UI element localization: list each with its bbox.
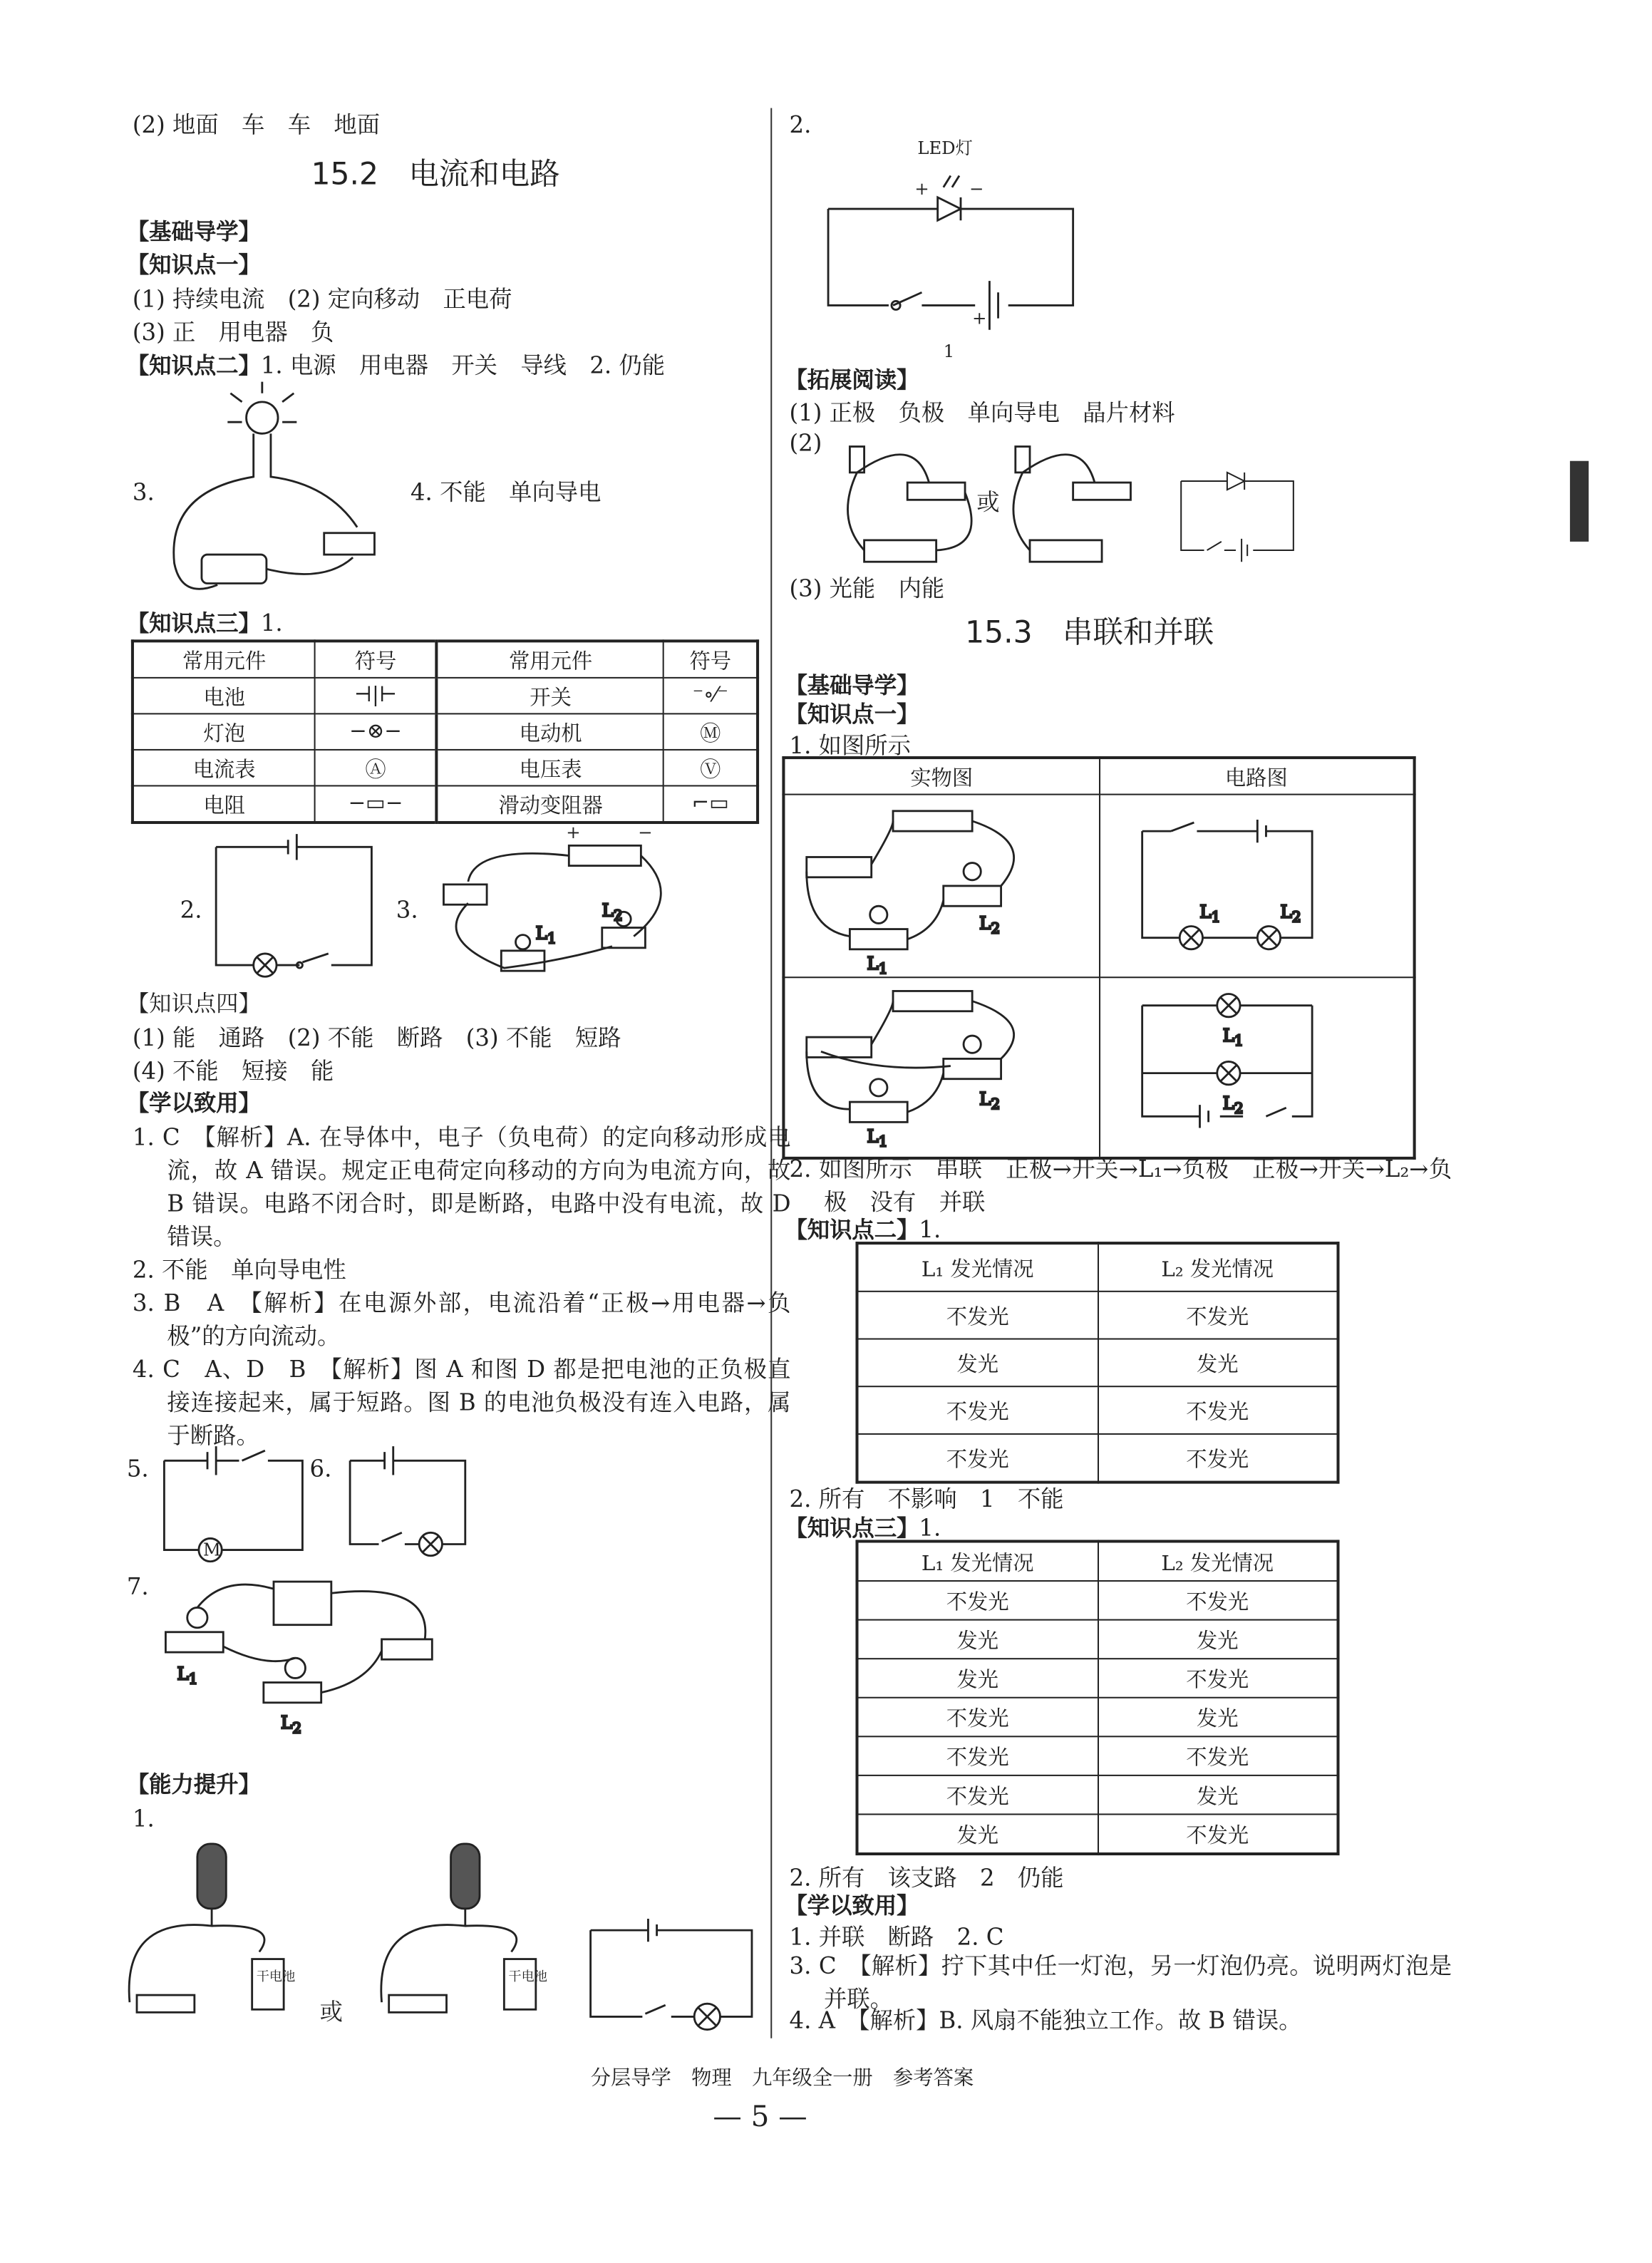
cell: 电流表 bbox=[133, 750, 315, 786]
l1-label: $L_1$ bbox=[1222, 1025, 1244, 1050]
cell: 不发光 bbox=[857, 1386, 1098, 1434]
minus-label: − bbox=[969, 177, 984, 199]
table-row bbox=[857, 1736, 1338, 1775]
cell: 电阻 bbox=[133, 785, 315, 823]
voltmeter-symbol-icon: Ⓥ bbox=[664, 750, 758, 786]
answer-line: (4) 不能 短接 能 bbox=[132, 1057, 334, 1085]
heading: 【知识点三】 bbox=[785, 1515, 919, 1542]
cell: 不发光 bbox=[1098, 1814, 1338, 1854]
parallel-physical-circuit-illustration bbox=[165, 1567, 453, 1737]
table-row bbox=[857, 1659, 1338, 1698]
series-physical-circuit-illustration bbox=[432, 824, 669, 989]
answer-line: (3) 光能 内能 bbox=[789, 574, 945, 602]
l1-label: $L_1$ bbox=[535, 922, 557, 947]
led-physical-illustrations bbox=[828, 432, 1116, 569]
l2-label: $L_2$ bbox=[1222, 1093, 1244, 1118]
answer-text: 1. bbox=[260, 609, 283, 637]
header-cell: 常用元件 bbox=[133, 641, 315, 678]
cell: 发光 bbox=[1098, 1698, 1338, 1737]
ammeter-symbol-icon: Ⓐ bbox=[315, 750, 436, 786]
cell: 开关 bbox=[437, 678, 664, 714]
question-number: 2. bbox=[789, 110, 812, 139]
symbol-table bbox=[131, 639, 759, 824]
answer-line: 2. 不能 单向导电性 bbox=[132, 1256, 346, 1284]
l1-label: $L_1$ bbox=[867, 1125, 888, 1150]
question-number: 2. bbox=[180, 896, 202, 924]
heading: 【知识点一】 bbox=[785, 701, 919, 728]
resistor-symbol-icon: −▭− bbox=[315, 785, 436, 823]
answer-line: (3) 正 用电器 负 bbox=[132, 318, 334, 346]
header-cell: L₁ 发光情况 bbox=[857, 1541, 1098, 1581]
bulb-circuit-illustration bbox=[158, 382, 403, 598]
question-number: 3. bbox=[396, 896, 418, 924]
motor-symbol-icon: Ⓜ bbox=[664, 713, 758, 750]
circuit-diagrams bbox=[1142, 828, 1316, 1116]
bulb-circuit-diagram bbox=[350, 1458, 468, 1558]
table-row bbox=[133, 785, 758, 823]
question-number: 6. bbox=[309, 1455, 332, 1483]
side-tab bbox=[1570, 461, 1589, 542]
table-row bbox=[857, 1814, 1338, 1854]
battery-label: 干电池 bbox=[508, 1969, 547, 1984]
question-number: 5. bbox=[126, 1455, 149, 1483]
table-row bbox=[857, 1775, 1338, 1815]
answer-paragraph: 4. C A、D B 【解析】图 A 和图 D 都是把电池的正负极直接连接起来，属于短路。图 B 的电池负极没有连入电路，属于断路。 bbox=[132, 1355, 791, 1450]
cell: 不发光 bbox=[857, 1698, 1098, 1737]
page-number: — 5 — bbox=[713, 2098, 807, 2134]
circuit-diagram bbox=[216, 840, 374, 969]
minus-label: − bbox=[638, 822, 653, 843]
cell: 不发光 bbox=[1098, 1581, 1338, 1620]
cell: 发光 bbox=[1098, 1620, 1338, 1659]
section-title: 15.3 串联和并联 bbox=[965, 614, 1214, 650]
table-row bbox=[857, 1339, 1338, 1387]
l2-label: $L_2$ bbox=[1280, 901, 1301, 926]
heading: 【知识点二】 bbox=[126, 353, 261, 379]
table-row bbox=[857, 1386, 1338, 1434]
heading: 【能力提升】 bbox=[126, 1771, 261, 1798]
header-cell: 符号 bbox=[664, 641, 758, 678]
table-row bbox=[857, 1698, 1338, 1737]
answer-line: (2) 地面 车 车 地面 bbox=[132, 110, 381, 139]
answer-paragraph: 2. 如图所示 串联 正极→开关→L₁→负极 正极→开关→L₂→负极 没有 并联 bbox=[789, 1155, 1452, 1216]
answer-line: 4. A 【解析】B. 风扇不能独立工作。故 B 错误。 bbox=[789, 2006, 1302, 2034]
answer-text: 1. bbox=[919, 1514, 941, 1542]
figure-label: 1 bbox=[943, 341, 955, 362]
table-header bbox=[133, 641, 758, 678]
answer-paragraph: 3. B A 【解析】在电源外部，电流沿着“正极→用电器→负极”的方向流动。 bbox=[132, 1289, 791, 1350]
cell: 不发光 bbox=[1098, 1386, 1338, 1434]
answer-line: 1. 并联 断路 2. C bbox=[789, 1923, 1004, 1951]
lamp-circuit-diagram bbox=[591, 1927, 756, 2043]
l1-label: $L_1$ bbox=[177, 1663, 198, 1688]
answer-line: (1) 持续电流 (2) 定向移动 正电荷 bbox=[132, 285, 512, 313]
table-row bbox=[857, 1581, 1338, 1620]
rheostat-symbol-icon: ⌐▭ bbox=[664, 785, 758, 823]
heading: 【拓展阅读】 bbox=[785, 367, 919, 393]
table-header bbox=[783, 758, 1414, 795]
table-row bbox=[857, 1620, 1338, 1659]
answer-line: (1) 能 通路 (2) 不能 断路 (3) 不能 短路 bbox=[132, 1024, 621, 1052]
heading: 【学以致用】 bbox=[785, 1892, 919, 1919]
answer-text: 1. bbox=[919, 1215, 941, 1244]
l2-label: $L_2$ bbox=[979, 912, 1001, 937]
answer-text: 1. 电源 用电器 开关 导线 2. 仍能 bbox=[260, 351, 666, 379]
cell: 不发光 bbox=[857, 1581, 1098, 1620]
glow-table-2 bbox=[855, 1540, 1339, 1855]
heading: 【基础导学】 bbox=[785, 672, 919, 699]
cell: 不发光 bbox=[857, 1775, 1098, 1815]
l1-label: $L_1$ bbox=[867, 953, 888, 978]
glow-table-1 bbox=[855, 1242, 1339, 1484]
cell: 发光 bbox=[857, 1659, 1098, 1698]
header-cell: 实物图 bbox=[783, 758, 1099, 795]
table-row bbox=[857, 1434, 1338, 1483]
cell: 不发光 bbox=[1098, 1736, 1338, 1775]
answer-paragraph: 1. C 【解析】A. 在导体中，电子（负电荷）的定向移动形成电流，故 A 错误。规定正电荷定向移动的方向为电流方向，故 B 错误。电路不闭合时，即是断路，电路中没有电流，故 D 错误。 bbox=[132, 1123, 791, 1251]
answer-line bbox=[127, 349, 665, 383]
header-cell: L₂ 发光情况 bbox=[1098, 1243, 1338, 1292]
table-header bbox=[857, 1243, 1338, 1292]
table-row bbox=[133, 750, 758, 786]
section-title: 15.2 电流和电路 bbox=[311, 157, 560, 192]
cell: 灯泡 bbox=[133, 713, 315, 750]
answer-paragraph: 3. C 【解析】拧下其中任一灯泡，另一灯泡仍亮。说明两灯泡是并联。 bbox=[789, 1952, 1452, 2013]
heading: 【知识点四】 bbox=[126, 991, 261, 1017]
switch-symbol-icon: ⁻∘⁄⁻ bbox=[664, 678, 758, 714]
cell: 发光 bbox=[857, 1814, 1098, 1854]
answer-line: 1. 如图所示 bbox=[789, 731, 911, 760]
cell: 发光 bbox=[857, 1339, 1098, 1387]
answer-line: 2. 所有 该支路 2 仍能 bbox=[789, 1864, 1064, 1892]
l1-label: $L_1$ bbox=[1199, 901, 1221, 926]
cell: 滑动变阻器 bbox=[437, 785, 664, 823]
battery-symbol-icon: ⊣|⊢ bbox=[315, 678, 436, 714]
cell: 不发光 bbox=[1098, 1659, 1338, 1698]
l2-label: $L_2$ bbox=[602, 899, 623, 924]
heading: 【基础导学】 bbox=[126, 219, 261, 245]
answer-line: 2. 所有 不影响 1 不能 bbox=[789, 1485, 1064, 1513]
led-label: LED灯 bbox=[917, 138, 973, 159]
cell: 电池 bbox=[133, 678, 315, 714]
cell: 发光 bbox=[857, 1620, 1098, 1659]
cell: 不发光 bbox=[857, 1292, 1098, 1339]
plus-label: + bbox=[914, 177, 929, 199]
question-number: 7. bbox=[126, 1572, 149, 1601]
or-label: 或 bbox=[976, 488, 1000, 516]
answer-line: 4. 不能 单向导电 bbox=[410, 478, 602, 506]
header-cell: L₁ 发光情况 bbox=[857, 1243, 1098, 1292]
physical-circuit-illustrations bbox=[793, 800, 1038, 1160]
heading: 【知识点一】 bbox=[126, 252, 261, 279]
cell: 不发光 bbox=[1098, 1434, 1338, 1483]
header-cell: 常用元件 bbox=[437, 641, 664, 678]
header-cell: L₂ 发光情况 bbox=[1098, 1541, 1338, 1581]
motor-label: M bbox=[202, 1539, 221, 1560]
plus-label: + bbox=[972, 307, 987, 329]
led-circuit-diagram bbox=[828, 137, 1080, 367]
cell: 不发光 bbox=[1098, 1292, 1338, 1339]
header-cell: 电路图 bbox=[1099, 758, 1415, 795]
cell: 不发光 bbox=[857, 1736, 1098, 1775]
answer-line bbox=[127, 607, 283, 641]
bulb-symbol-icon: −⊗− bbox=[315, 713, 436, 750]
motor-circuit-diagram bbox=[164, 1458, 308, 1558]
table-row bbox=[857, 1292, 1338, 1339]
led-circuit-small-diagram bbox=[1181, 464, 1296, 553]
heading: 【知识点二】 bbox=[785, 1217, 919, 1244]
table-header bbox=[857, 1541, 1338, 1581]
cell: 发光 bbox=[1098, 1339, 1338, 1387]
answer-line: (1) 正极 负极 单向导电 晶片材料 bbox=[789, 398, 1175, 427]
footer-text: 分层导学 物理 九年级全一册 参考答案 bbox=[590, 2067, 974, 2091]
table-row bbox=[133, 678, 758, 714]
battery-label: 干电池 bbox=[256, 1969, 296, 1984]
header-cell: 符号 bbox=[315, 641, 436, 678]
heading: 【学以致用】 bbox=[126, 1090, 261, 1117]
cell: 不发光 bbox=[857, 1434, 1098, 1483]
table-row bbox=[133, 713, 758, 750]
answer-line: (2) bbox=[789, 429, 822, 457]
cell: 电压表 bbox=[437, 750, 664, 786]
question-number: 1. bbox=[132, 1805, 155, 1832]
cell: 电动机 bbox=[437, 713, 664, 750]
l2-label: $L_2$ bbox=[281, 1712, 302, 1737]
column-divider bbox=[770, 108, 772, 2038]
plus-label: + bbox=[566, 822, 581, 843]
or-label: 或 bbox=[319, 1998, 344, 2026]
heading: 【知识点三】 bbox=[126, 610, 261, 637]
cell: 发光 bbox=[1098, 1775, 1338, 1815]
question-number: 3. bbox=[132, 478, 155, 506]
l2-label: $L_2$ bbox=[979, 1088, 1001, 1113]
